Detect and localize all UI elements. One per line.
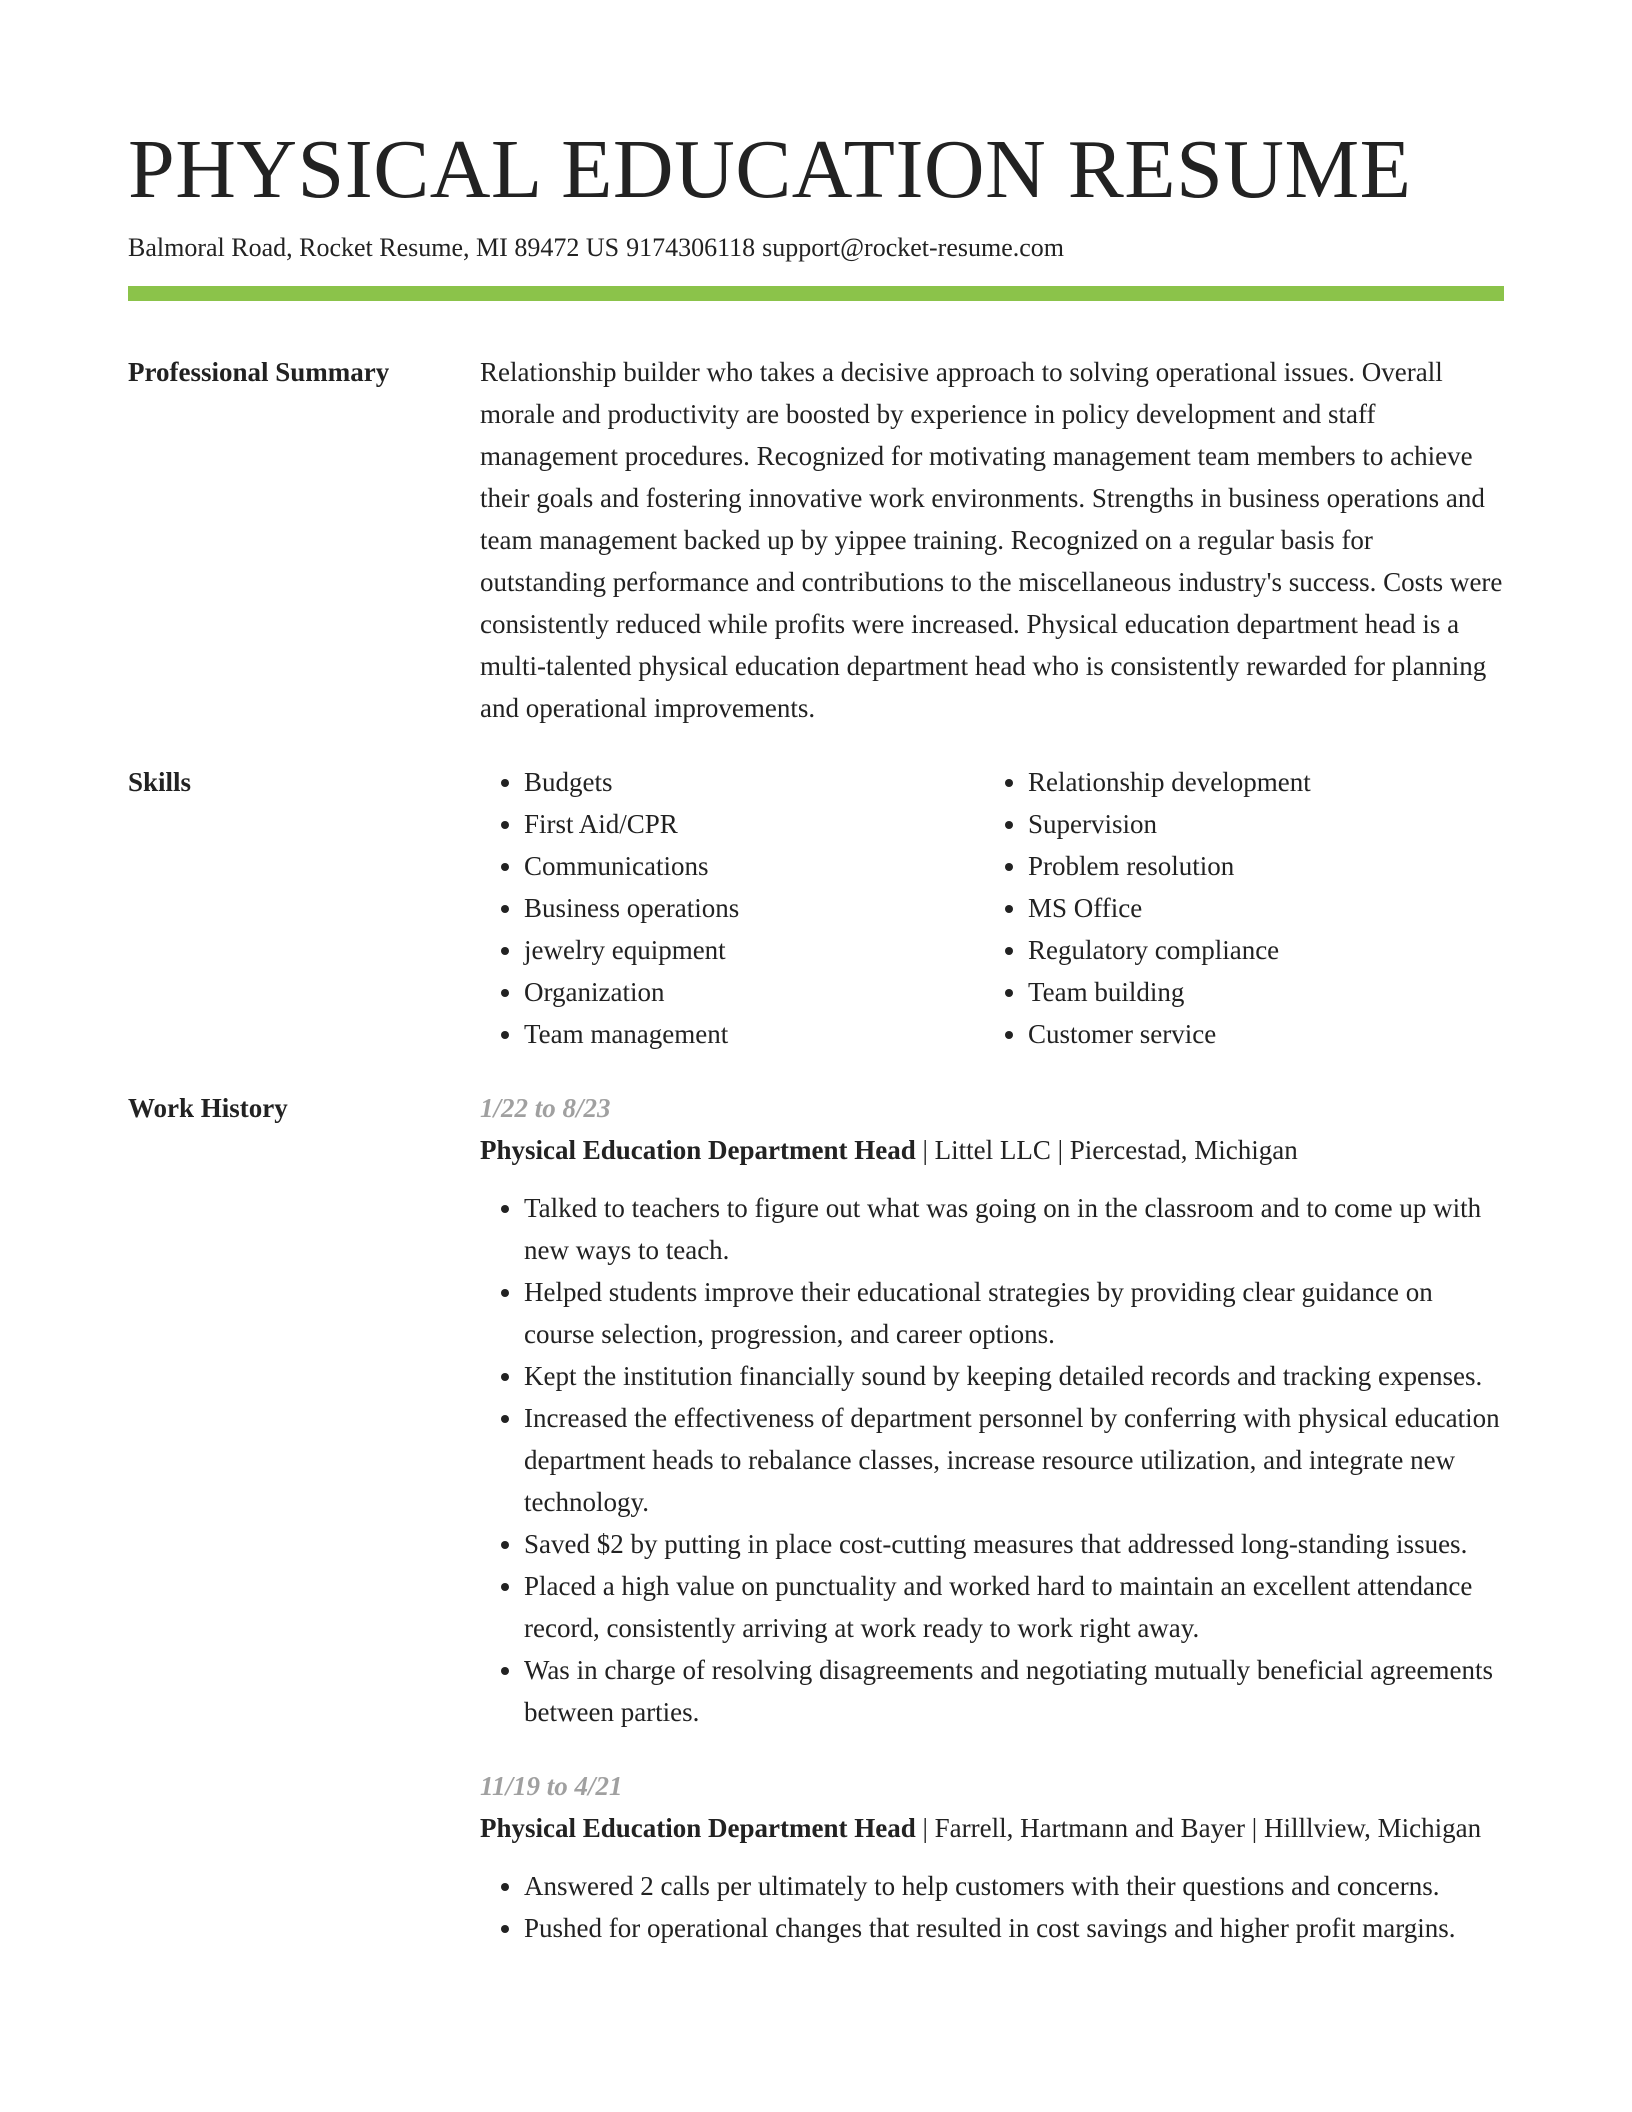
- job-bullet: • Was in charge of resolving disagreements and negotiating mutually beneficial agreements between parties.: [524, 1649, 1504, 1733]
- skills-list-left: [480, 761, 984, 1055]
- skill-item: • MS Office: [1028, 887, 1488, 929]
- skills-list-right: [984, 761, 1488, 1055]
- skill-item: • Communications: [524, 845, 984, 887]
- skill-item: • Customer service: [1028, 1013, 1488, 1055]
- job-company-location: | Farrell, Hartmann and Bayer | Hilllview, Michigan: [915, 1813, 1482, 1843]
- resume-title: PHYSICAL EDUCATION RESUME: [128, 123, 1412, 216]
- job-heading: [480, 1807, 1504, 1849]
- job-entry: [480, 1087, 1504, 1733]
- job-bullet: • Saved $2 by putting in place cost-cutting measures that addressed long-standing issues.: [524, 1523, 1504, 1565]
- section-label-work-history: Work History: [128, 1093, 288, 1123]
- job-bullet: • Talked to teachers to figure out what was going on in the classroom and to come up with new ways to teach.: [524, 1187, 1504, 1271]
- skill-item: • jewelry equipment: [524, 929, 984, 971]
- contact-email: support@rocket-resume.com: [762, 233, 1065, 262]
- contact-line: [128, 230, 1504, 266]
- professional-summary-section: [128, 351, 1504, 729]
- work-history-section: [128, 1087, 1504, 1949]
- summary-text: Relationship builder who takes a decisive approach to solving operational issues. Overall morale and productivity are boosted by experience in policy development and staff management procedures. Recognized for motivating management team members to achieve their goals and fostering innovative work environments. Strengths in business operations and team management backed up by yippee training. Recognized on a regular basis for outstanding performance and contributions to the miscellaneous industry's success. Costs were consistently reduced while profits were increased. Physical education department head is a multi-talented physical education department head who is consistently rewarded for planning and operational improvements.: [480, 357, 1503, 723]
- section-label-summary: Professional Summary: [128, 357, 390, 387]
- contact-address: Balmoral Road, Rocket Resume, MI 89472 US: [128, 233, 620, 262]
- skill-item: • Supervision: [1028, 803, 1488, 845]
- job-bullet: • Answered 2 calls per ultimately to help customers with their questions and concerns.: [524, 1865, 1504, 1907]
- skill-item: • Organization: [524, 971, 984, 1013]
- job-dates: 11/19 to 4/21: [480, 1771, 623, 1801]
- job-title: Physical Education Department Head: [480, 1135, 916, 1165]
- job-dates: 1/22 to 8/23: [480, 1093, 611, 1123]
- skill-item: • Team management: [524, 1013, 984, 1055]
- job-bullet: • Pushed for operational changes that resulted in cost savings and higher profit margins.: [524, 1907, 1504, 1949]
- resume-page: [128, 0, 1504, 1949]
- skills-section: [128, 761, 1504, 1055]
- header-divider: [128, 286, 1504, 301]
- skill-item: • Regulatory compliance: [1028, 929, 1488, 971]
- job-bullets: [480, 1187, 1504, 1733]
- contact-phone: 9174306118: [626, 233, 756, 262]
- skill-item: • First Aid/CPR: [524, 803, 984, 845]
- skill-item: • Business operations: [524, 887, 984, 929]
- job-bullet: • Kept the institution financially sound by keeping detailed records and tracking expenses.: [524, 1355, 1504, 1397]
- job-bullet: • Placed a high value on punctuality and worked hard to maintain an excellent attendance record, consistently arriving at work ready to work right away.: [524, 1565, 1504, 1649]
- section-label-skills: Skills: [128, 767, 192, 797]
- skill-item: • Relationship development: [1028, 761, 1488, 803]
- job-company-location: | Littel LLC | Piercestad, Michigan: [915, 1135, 1298, 1165]
- job-title: Physical Education Department Head: [480, 1813, 916, 1843]
- job-bullet: • Increased the effectiveness of department personnel by conferring with physical education department heads to rebalance classes, increase resource utilization, and integrate new technology.: [524, 1397, 1504, 1523]
- skill-item: • Problem resolution: [1028, 845, 1488, 887]
- job-heading: [480, 1129, 1504, 1171]
- job-entry: [480, 1765, 1504, 1949]
- job-bullets: [480, 1865, 1504, 1949]
- skill-item: • Team building: [1028, 971, 1488, 1013]
- job-bullet: • Helped students improve their educational strategies by providing clear guidance on course selection, progression, and career options.: [524, 1271, 1504, 1355]
- skill-item: • Budgets: [524, 761, 984, 803]
